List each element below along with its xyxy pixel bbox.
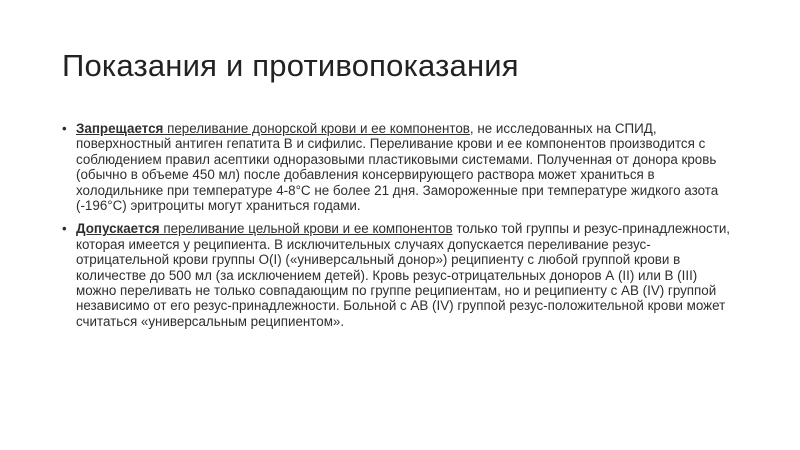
bullet-list <box>62 121 734 329</box>
bullet-text: , не исследованных на СПИД, поверхностный антиген гепатита В и сифилис. Переливание крови и ее компонентов производится с соблюдением правил асептики одноразовыми пластиковыми системами. Полученная от донора кровь (обычно в объеме 450 мл) после добавления консервирующего раствора может храниться в холодильнике при температуре 4-8°С не более 21 дня. Замороженные при температуре жидкого азота (-196°С) эритроциты могут храниться годами. <box>76 121 719 214</box>
bullet-keyword: Запрещается <box>76 121 164 136</box>
bullet-item-allowed <box>62 221 734 329</box>
bullet-marker: • <box>62 121 67 136</box>
bullet-keyword: Допускается <box>76 221 160 237</box>
bullet-marker: • <box>62 221 67 237</box>
bullet-underlined-phrase: переливание донорской крови и ее компонентов <box>163 121 470 136</box>
bullet-text: только той группы и резус-принадлежности, которая имеется у реципиента. В исключительных случаях допускается переливание резус-отрицательной крови группы О(I) («универсальный донор») реципиенту с любой группой крови в количестве до 500 мл (за исключением детей). Кровь резус-отрицательных доноров А (II) или В (III) можно переливать не только совпадающим по группе реципиентам, но и реципиенту с АВ (IV) группой независимо от его резус-принадлежности. Больной с АВ (IV) группой резус-положительной крови может считаться «универсальным реципиентом». <box>76 221 731 329</box>
bullet-item-prohibited <box>62 121 734 213</box>
slide-title: Показания и противопоказания <box>62 48 519 83</box>
bullet-underlined-phrase: переливание цельной крови и ее компонентов <box>159 221 453 237</box>
